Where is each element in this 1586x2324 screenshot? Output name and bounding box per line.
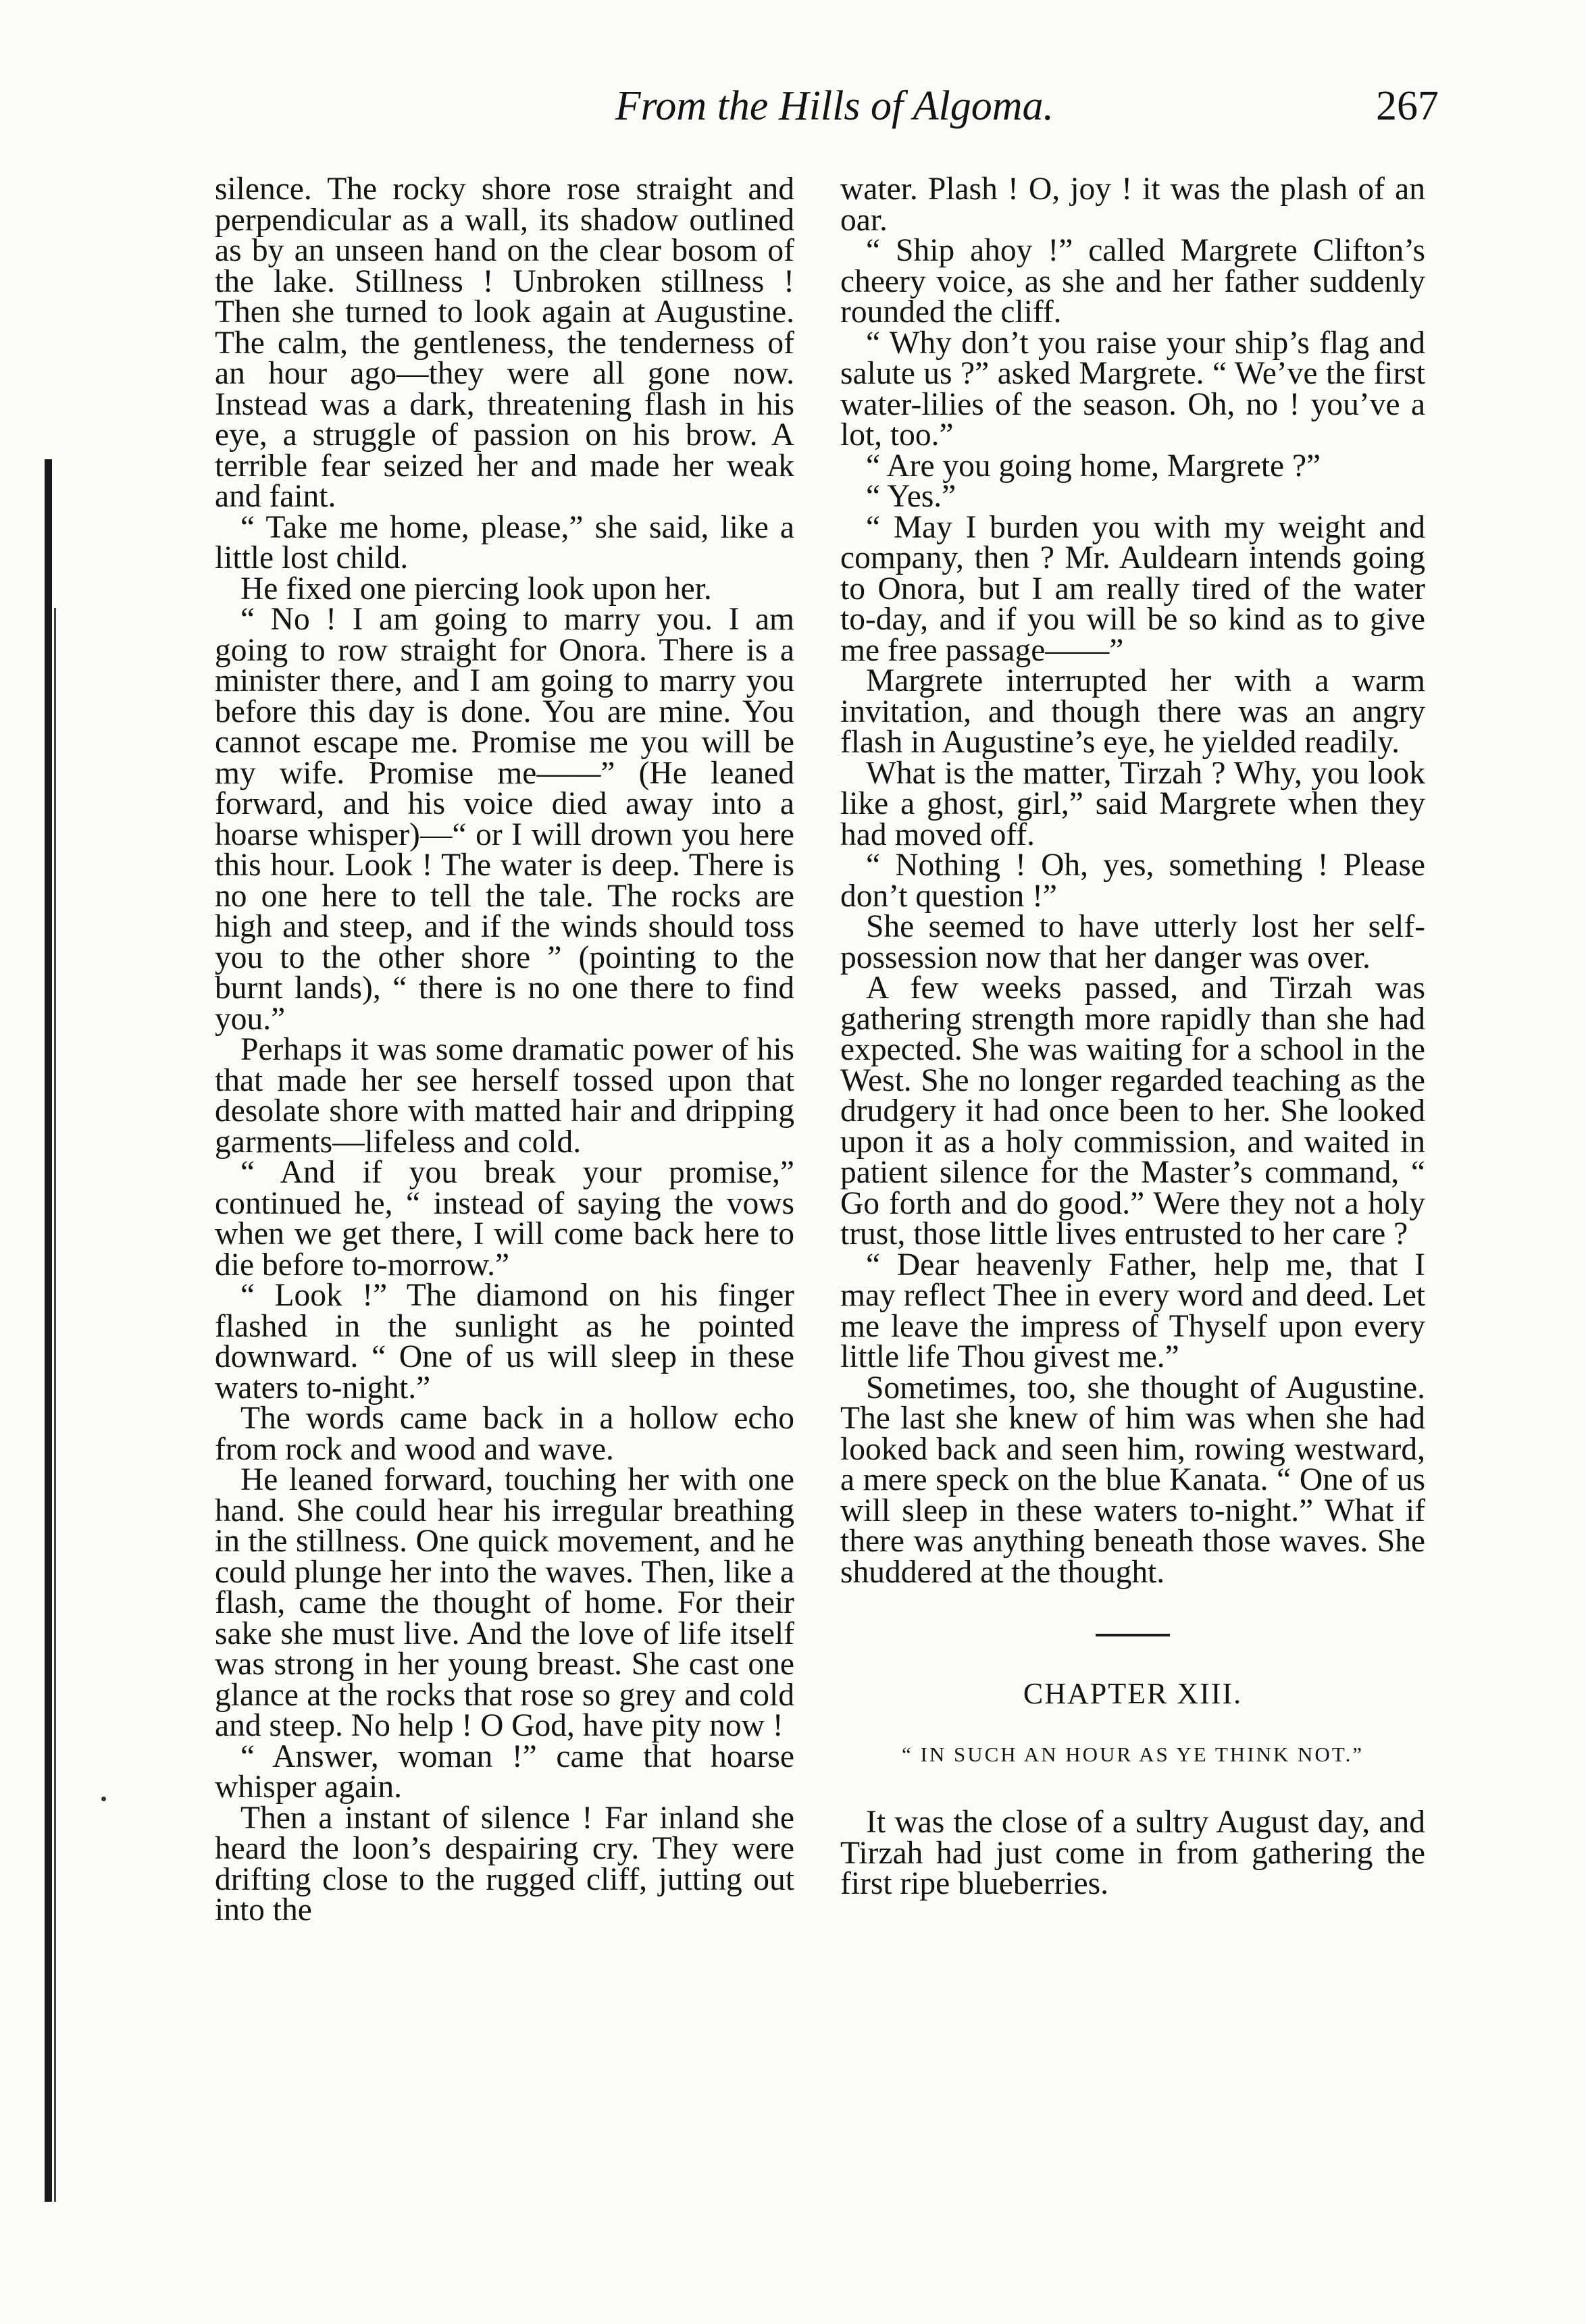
paragraph: water. Plash ! O, joy ! it was the plash of an oar. — [840, 172, 1425, 238]
paragraph: “ Look !” The diamond on his finger flashed in the sunlight as he pointed downward. “ One of us will sleep in these waters to-night.” — [215, 1278, 794, 1405]
paragraph: A few weeks passed, and Tirzah was gathering strength more rapidly than she had expected. She was waiting for a school in the West. She no longer regarded teaching as the drudgery it had once been to her. She looked upon it as a holy commission, and waited in patient silence for the Master’s command, “ Go forth and do good.” Were they not a holy trust, those little lives entrusted to her care ? — [840, 971, 1425, 1251]
paragraph: Sometimes, too, she thought of Augustine. The last she knew of him was when she had looked back and seen him, rowing westward, a mere speck on the blue Kanata. “ One of us will sleep in these waters to-night.” What if there was anything beneath those waves. She shuddered at the thought. — [840, 1370, 1425, 1590]
margin-binding-mark — [45, 459, 52, 2202]
paragraph: “ No ! I am going to marry you. I am going to row straight for Onora. There is a minister there, and I am going to marry you before this day is done. You are mine. You cannot escape me. Promise me you will be my wife. Promise me——” (He leaned forward, and his voice died away into a hoarse whisper)—“ or I will drown you here this hour. Look ! The water is deep. There is no one here to tell the tale. The rocks are high and steep, and if the winds should toss you to the other shore ” (pointing to the burnt lands), “ there is no one there to find you.” — [215, 602, 794, 1037]
chapter-title: CHAPTER XIII. — [1023, 1677, 1243, 1710]
margin-speck — [101, 1797, 106, 1801]
running-title: From the Hills of Algoma. — [615, 83, 1054, 129]
paragraph: “ Why don’t you raise your ship’s flag and salute us ?” asked Margrete. “ We’ve the first water-lilies of the season. Oh, no ! you’ve a lot, too.” — [840, 325, 1425, 453]
page-number: 267 — [1376, 83, 1439, 129]
paragraph: “ Yes.” — [866, 479, 956, 514]
paragraph: “ Dear heavenly Father, help me, that I may reflect Thee in every word and deed. Let me leave the impress of Thyself upon every little life Thou givest me.” — [840, 1247, 1425, 1374]
page-header — [0, 82, 1439, 143]
paragraph: She seemed to have utterly lost her self-possession now that her danger was over. — [840, 909, 1425, 975]
paragraph: He fixed one piercing look upon her. — [240, 571, 712, 606]
margin-binding-shadow — [54, 608, 56, 2202]
paragraph: What is the matter, Tirzah ? Why, you look like a ghost, girl,” said Margrete when they had moved off. — [840, 755, 1425, 852]
paragraph: silence. The rocky shore rose straight and perpendicular as a wall, its shadow outlined as by an unseen hand on the clear bosom of the lake. Stillness ! Unbroken stillness ! Then she turned to look again at Augustine. The calm, the gentleness, the tenderness of an hour ago—they were all gone now. Instead was a dark, threatening flash in his eye, a struggle of passion on his brow. A terrible fear seized her and made her weak and faint. — [215, 172, 794, 514]
paragraph: “ And if you break your promise,” continued he, “ instead of saying the vows when we get there, I will come back here to die before to-morrow.” — [215, 1155, 794, 1283]
paragraph: Perhaps it was some dramatic power of his that made her see herself tossed upon that desolate shore with matted hair and dripping garments—lifeless and cold. — [215, 1032, 794, 1160]
left-column — [215, 174, 794, 1926]
paragraph: “ Nothing ! Oh, yes, something ! Please don’t question !” — [840, 848, 1425, 914]
paragraph: Margrete interrupted her with a warm invitation, and though there was an angry flash in Augustine’s eye, he yielded readily. — [840, 663, 1425, 760]
paragraph: “ Are you going home, Margrete ?” — [866, 448, 1321, 484]
paragraph: “ Take me home, please,” she said, like a little lost child. — [215, 509, 794, 575]
chapter-opening-paragraph: It was the close of a sultry August day, and Tirzah had just come in from gathering the first ripe blueberries. — [840, 1805, 1425, 1901]
paragraph: “ Answer, woman !” came that hoarse whisper again. — [215, 1738, 794, 1805]
right-column — [840, 174, 1425, 1900]
paragraph: “ May I burden you with my weight and company, then ? Mr. Auldearn intends going to Onora, but I am really tired of the water to-day, and if you will be so kind as to give me free passage——” — [840, 509, 1425, 668]
paragraph: Then a instant of silence ! Far inland she heard the loon’s despairing cry. They were drifting close to the rugged cliff, jutting out into the — [215, 1800, 794, 1928]
chapter-subtitle: “ IN SUCH AN HOUR AS YE THINK NOT.” — [902, 1742, 1364, 1766]
section-divider — [1096, 1634, 1170, 1636]
paragraph: The words came back in a hollow echo from rock and wood and wave. — [215, 1401, 794, 1467]
paragraph: “ Ship ahoy !” called Margrete Clifton’s cheery voice, as she and her father suddenly rounded the cliff. — [840, 233, 1425, 330]
paragraph: He leaned forward, touching her with one hand. She could hear his irregular breathing in the stillness. One quick movement, and he could plunge her into the waves. Then, like a flash, came the thought of home. For their sake she must live. And the love of life itself was strong in her young breast. She cast one glance at the rocks that rose so grey and cold and steep. No help ! O God, have pity now ! — [215, 1462, 794, 1743]
